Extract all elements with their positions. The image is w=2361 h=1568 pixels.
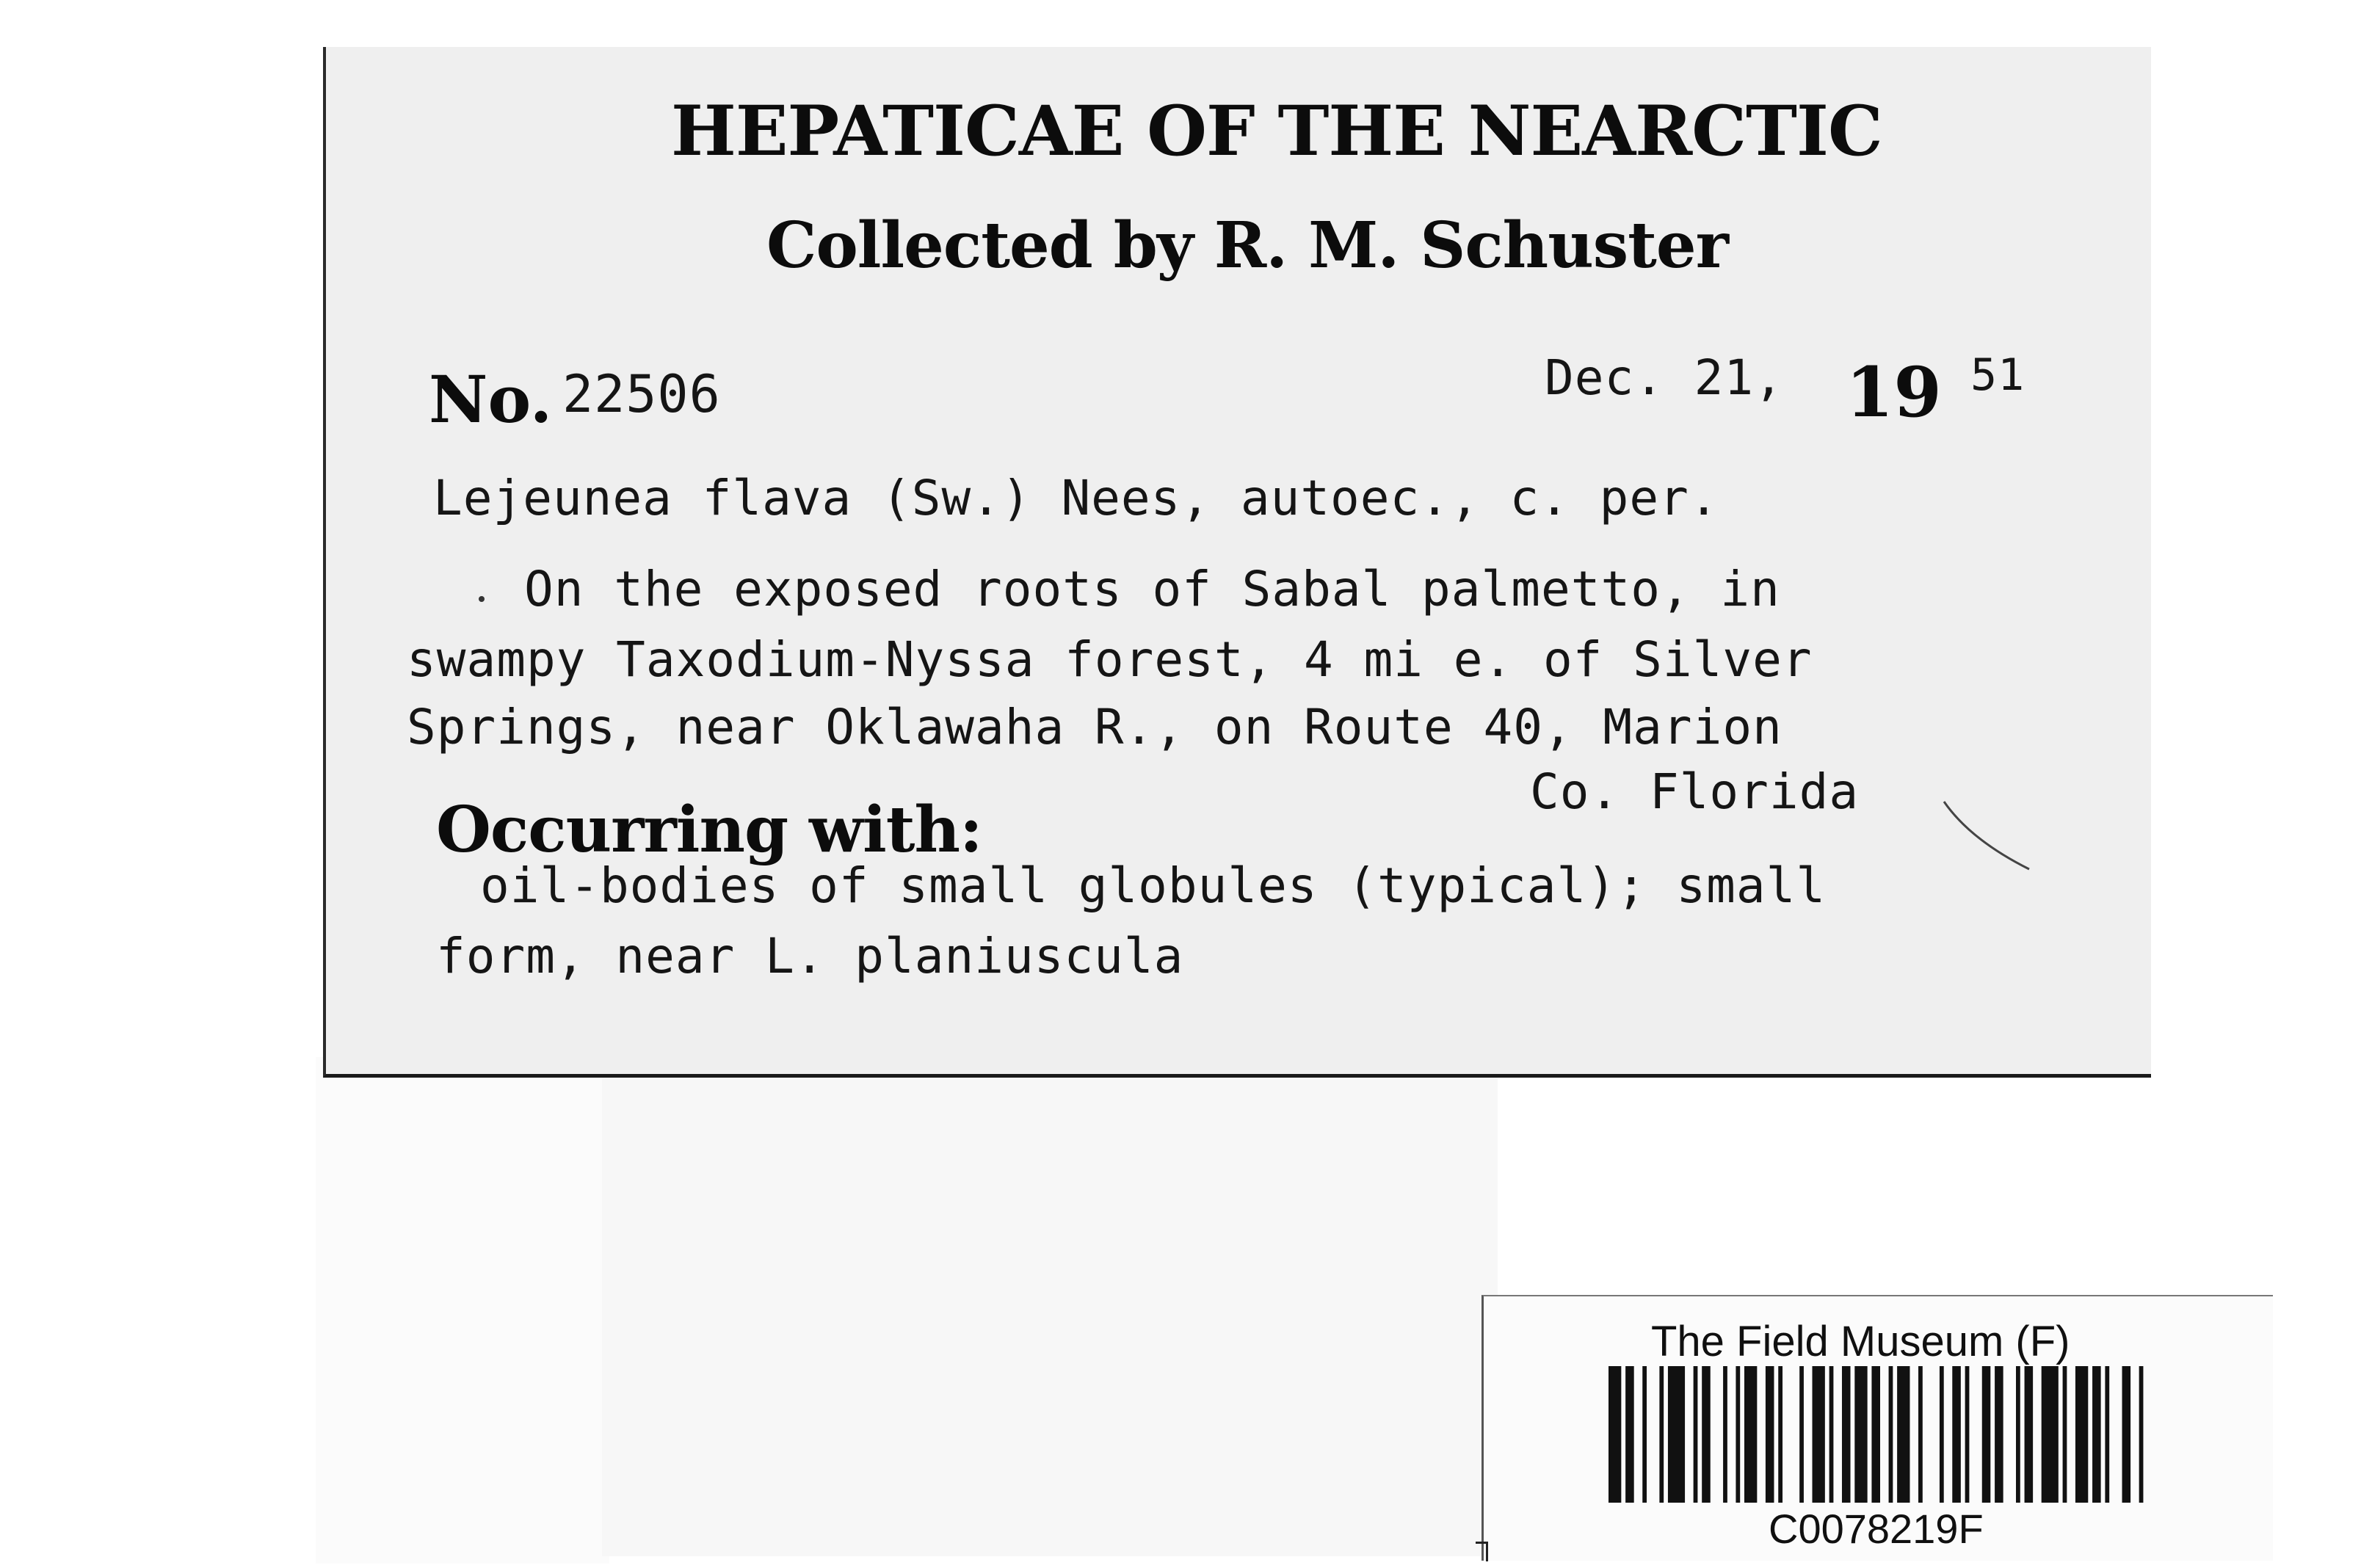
barcode-bar	[1918, 1366, 1923, 1503]
date-century: 19	[1846, 352, 1942, 433]
barcode-bar	[1609, 1366, 1621, 1503]
collector-line: Collected by R. M. Schuster	[766, 208, 1728, 283]
label-heading: HEPATICAE OF THE NEARCTIC	[671, 91, 1882, 172]
date-month-day: Dec. 21,	[1545, 349, 1784, 406]
barcode-bar	[1952, 1366, 1961, 1503]
habitat-line: Springs, near Oklawaha R., on Route 40, Marion	[407, 699, 1782, 755]
barcode-bar	[1940, 1366, 1944, 1503]
ink-speck	[479, 596, 485, 602]
specimen-label	[323, 47, 2151, 1078]
number-value: 22506	[562, 364, 721, 424]
barcode-bar	[1854, 1366, 1867, 1503]
barcode-bar	[1744, 1366, 1757, 1503]
date-year: 51	[1970, 349, 2025, 401]
barcode-bar	[2075, 1366, 2088, 1503]
barcode-bar	[2105, 1366, 2109, 1503]
barcode-label	[1481, 1295, 2273, 1561]
barcode-icon	[1609, 1366, 2152, 1503]
catalog-number: C0078219F	[1769, 1506, 1984, 1552]
barcode-bar	[2122, 1366, 2131, 1503]
barcode-bar	[1668, 1366, 1685, 1503]
pencil-stroke	[1941, 796, 2044, 884]
notes-line: oil-bodies of small globules (typical); small	[480, 857, 1827, 914]
barcode-bar	[1813, 1366, 1825, 1503]
barcode-bar	[1995, 1366, 2003, 1503]
barcode-bar	[1829, 1366, 1834, 1503]
barcode-bar	[1766, 1366, 1774, 1503]
number-label: No.	[429, 361, 553, 438]
barcode-bar	[2042, 1366, 2059, 1503]
barcode-bar	[2063, 1366, 2067, 1503]
habitat-line: On the exposed roots of Sabal palmetto, in	[524, 561, 1780, 617]
habitat-line: swampy Taxodium-Nyssa forest, 4 mi e. of Silver	[407, 631, 1813, 688]
barcode-bar	[1982, 1366, 1991, 1503]
barcode-bar	[1799, 1366, 1804, 1503]
barcode-bar	[1642, 1366, 1647, 1503]
museum-name: The Field Museum (F)	[1651, 1318, 2070, 1365]
barcode-bar	[1871, 1366, 1880, 1503]
barcode-bar	[2016, 1366, 2020, 1503]
habitat-line: Co. Florida	[1530, 763, 1860, 820]
taxon-name: Lejeunea flava (Sw.) Nees, autoec., c. per.	[433, 470, 1719, 526]
barcode-bar	[1897, 1366, 1910, 1503]
barcode-bar	[1723, 1366, 1727, 1503]
barcode-bar	[1842, 1366, 1851, 1503]
barcode-bar	[1965, 1366, 1970, 1503]
barcode-bar	[2092, 1366, 2101, 1503]
barcode-bar	[1694, 1366, 1698, 1503]
notes-line: form, near L. planiuscula	[436, 928, 1184, 984]
barcode-bar	[1778, 1366, 1782, 1503]
lower-paper	[602, 1057, 1498, 1556]
corner-tick	[1476, 1542, 1488, 1561]
barcode-bar	[1625, 1366, 1634, 1503]
barcode-bar	[2025, 1366, 2034, 1503]
barcode-bar	[1736, 1366, 1740, 1503]
occurring-with-label: Occurring with:	[436, 793, 982, 867]
lower-paper-shade	[316, 1057, 609, 1564]
barcode-bar	[1889, 1366, 1893, 1503]
barcode-bar	[1659, 1366, 1664, 1503]
barcode-bar	[1702, 1366, 1711, 1503]
barcode-bar	[2139, 1366, 2144, 1503]
